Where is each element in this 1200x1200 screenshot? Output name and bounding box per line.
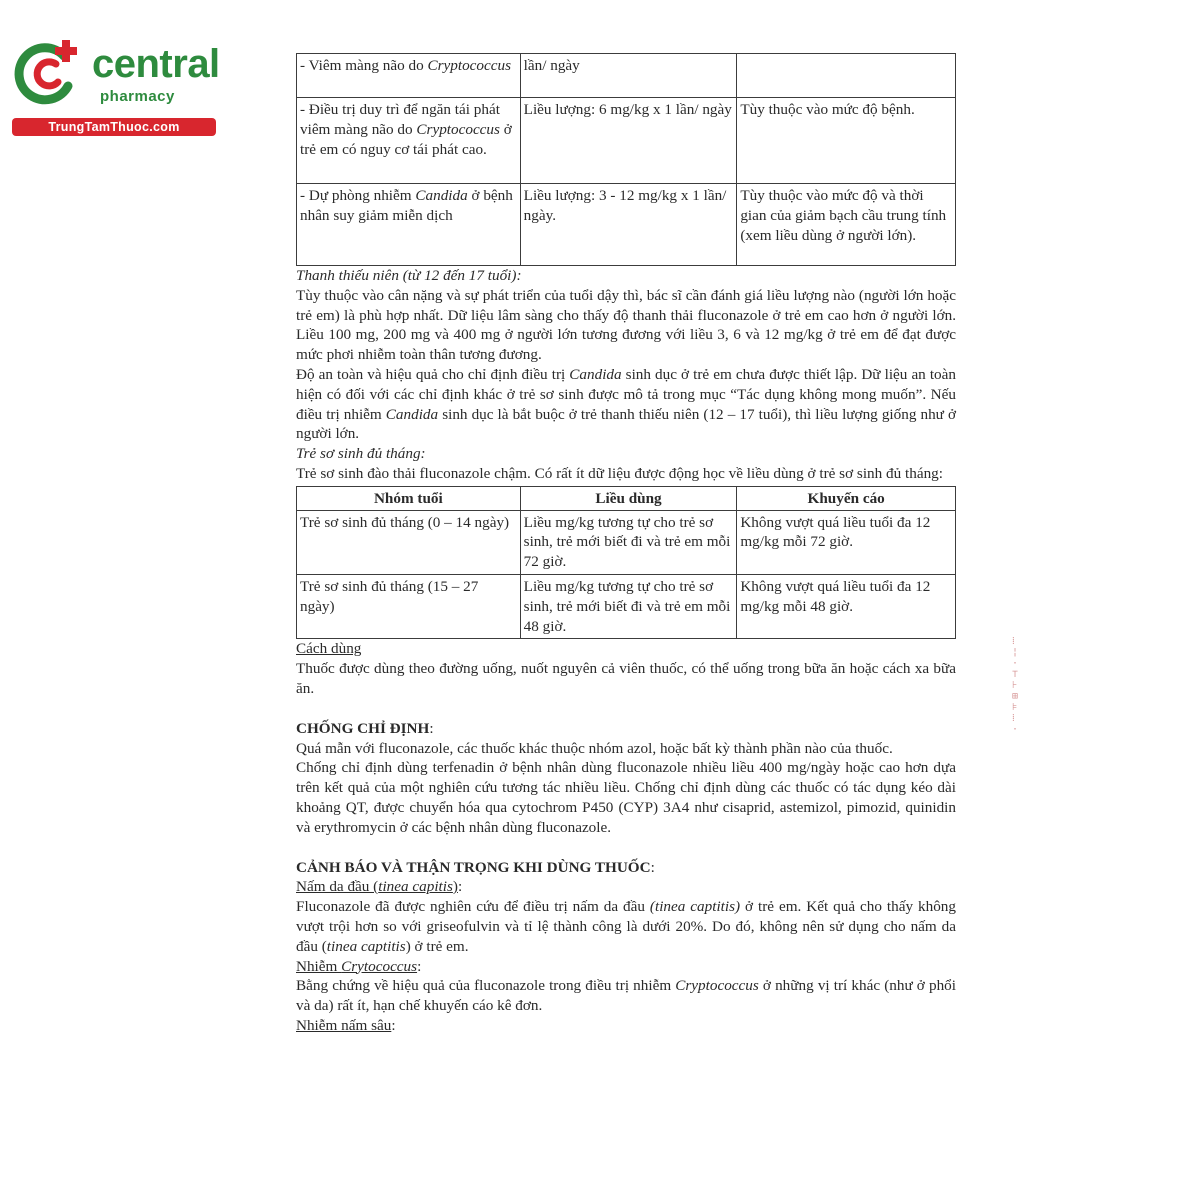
table-cell: Liều lượng: 6 mg/kg x 1 lần/ ngày	[520, 98, 737, 184]
newborn-paragraph: Trẻ sơ sinh đào thải fluconazole chậm. Có rất ít dữ liệu được động học về liều dùng ở trẻ sơ sinh đủ tháng:	[296, 464, 943, 482]
usage-heading: Cách dùng	[296, 640, 362, 658]
table-cell: Trẻ sơ sinh đủ tháng (15 – 27 ngày)	[297, 574, 521, 638]
table-cell: Liều mg/kg tương tự cho trẻ sơ sinh, trẻ mới biết đi và trẻ em mỗi 72 giờ.	[520, 510, 737, 574]
warnings-subheading-deep-fungal: Nhiễm nấm sâu:	[296, 1016, 396, 1034]
teen-paragraph-2: Độ an toàn và hiệu quả cho chỉ định điều trị Candida sinh dục ở trẻ em chưa được thiết lập. Dữ liệu an toàn hiện có đối với các chỉ định khác ở trẻ sơ sinh được mô tả trong mục “Tác dụng không mong muốn”. Nếu điều trị nhiễm Candida sinh dục là bắt buộc ở trẻ thanh thiếu niên (12 – 17 tuổi), thì liều lượng giống như ở người lớn.	[296, 365, 956, 443]
logo-banner: TrungTamThuoc.com	[12, 118, 216, 136]
table-row	[297, 98, 956, 184]
table-cell: - Dự phòng nhiễm Candida ở bệnh nhân suy giảm miễn dịch	[297, 184, 521, 266]
warnings-paragraph-cryptococcus: Bằng chứng về hiệu quả của fluconazole trong điều trị nhiễm Cryptococcus ở những vị trí khác (như ở phổi và da) rất ít, hạn chế khuyến cáo kê đơn.	[296, 977, 956, 1015]
table-cell: lần/ ngày	[520, 54, 737, 98]
teen-heading: Thanh thiếu niên (từ 12 đến 17 tuổi):	[296, 267, 522, 284]
pharmacy-logo	[8, 34, 218, 136]
table-cell: Không vượt quá liều tuổi đa 12 mg/kg mỗi 72 giờ.	[737, 510, 956, 574]
table-cell: - Điều trị duy trì để ngăn tái phát viêm màng não do Cryptococcus ở trẻ em có nguy cơ tái phát cao.	[297, 98, 521, 184]
column-header: Khuyến cáo	[737, 486, 956, 510]
logo-subtitle: pharmacy	[100, 88, 175, 105]
warnings-paragraph-tinea: Fluconazole đã được nghiên cứu để điều trị nấm da đầu (tinea captitis) ở trẻ em. Kết quả cho thấy không vượt trội hơn so với griseofulvin và tỉ lệ thành công là dưới 20%. Do đó, không nên sử dụng cho nấm da đầu (tinea captitis) ở trẻ em.	[296, 898, 956, 955]
central-logo-icon	[12, 36, 86, 110]
newborn-dosage-table	[296, 486, 956, 640]
document-body	[296, 53, 956, 1036]
column-header: Liều dùng	[520, 486, 737, 510]
table-row	[297, 574, 956, 638]
table-cell: Tùy thuộc vào mức độ bệnh.	[737, 98, 956, 184]
usage-paragraph: Thuốc được dùng theo đường uống, nuốt nguyên cả viên thuốc, có thể uống trong bữa ăn hoặc cách xa bữa ăn.	[296, 660, 956, 697]
table-row	[297, 54, 956, 98]
logo-wordmark: central	[92, 42, 220, 86]
table-cell	[737, 54, 956, 98]
column-header: Nhóm tuổi	[297, 486, 521, 510]
table-cell: Liều lượng: 3 - 12 mg/kg x 1 lần/ ngày.	[520, 184, 737, 266]
table-cell: Không vượt quá liều tuổi đa 12 mg/kg mỗi 48 giờ.	[737, 574, 956, 638]
table-row	[297, 184, 956, 266]
contraindications-paragraph-2: Chống chỉ định dùng terfenadin ở bệnh nhân dùng fluconazole nhiều liều 400 mg/ngày hoặc cao hơn dựa trên kết quả của một nghiên cứu tương tác nhiều liều. Chống chỉ định dùng các thuốc có tác dụng kéo dài khoảng QT, được chuyển hóa qua cytochrom P450 (CYP) 3A4 như cisaprid, astemizol, pimozid, quinidin và erythromycin ở các bệnh nhân dùng fluconazole.	[296, 759, 956, 836]
table-row	[297, 510, 956, 574]
warnings-heading: CẢNH BÁO VÀ THẬN TRỌNG KHI DÙNG THUỐC:	[296, 858, 655, 876]
contraindications-paragraph-1: Quá mẫn với fluconazole, các thuốc khác thuộc nhóm azol, hoặc bất kỳ thành phần nào của thuốc.	[296, 739, 893, 757]
teen-paragraph-1: Tùy thuộc vào cân nặng và sự phát triển của tuổi dậy thì, bác sĩ cần đánh giá liều lượng nào (người lớn hoặc trẻ em) là phù hợp nhất. Dữ liệu lâm sàng cho thấy độ thanh thải fluconazole ở trẻ em cao hơn ở người lớn. Liều 100 mg, 200 mg và 400 mg ở người lớn tương đương với liều 3, 6 và 12 mg/kg ở trẻ em để đạt được mức phơi nhiễm toàn thân tương đương.	[296, 286, 956, 364]
contraindications-heading: CHỐNG CHỈ ĐỊNH:	[296, 719, 434, 737]
table-cell: Trẻ sơ sinh đủ tháng (0 – 14 ngày)	[297, 510, 521, 574]
dosage-table-children	[296, 53, 956, 266]
table-cell: Liều mg/kg tương tự cho trẻ sơ sinh, trẻ mới biết đi và trẻ em mỗi 48 giờ.	[520, 574, 737, 638]
warnings-subheading-tinea: Nấm da đầu (tinea capitis):	[296, 878, 463, 896]
table-cell: - Viêm màng não do Cryptococcus	[297, 54, 521, 98]
margin-stamp-marks: ⁞ ¦ · ⊤ ⊦ ⊞ ⊧ ⁞ ·	[1012, 636, 1019, 735]
newborn-heading: Trẻ sơ sinh đủ tháng:	[296, 445, 426, 463]
table-header-row	[297, 486, 956, 510]
warnings-subheading-cryptococcus: Nhiễm Crytococcus:	[296, 957, 422, 975]
table-cell: Tùy thuộc vào mức độ và thời gian của giảm bạch cầu trung tính (xem liều dùng ở người lớn).	[737, 184, 956, 266]
